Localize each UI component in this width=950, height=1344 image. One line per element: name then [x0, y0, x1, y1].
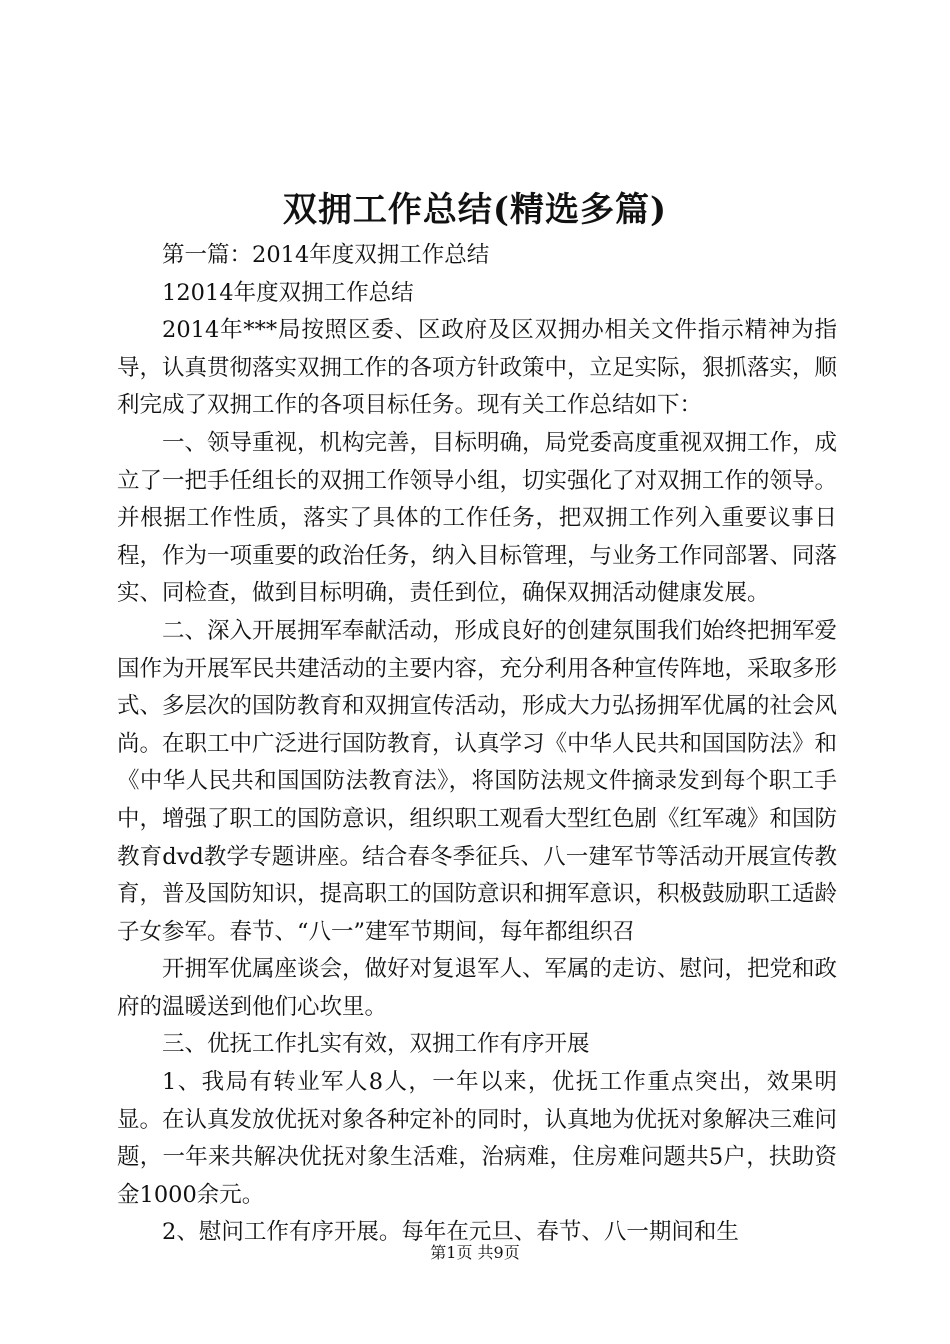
paragraph-activities: 二、深入开展拥军奉献活动，形成良好的创建氛围我们始终把拥军爱国作为开展军民共建活动的主要内容，充分利用各种宣传阵地，采取多形式、多层次的国防教育和双拥宣传活动，形成大力弘扬拥军优属的社会风尚。在职工中广泛进行国防教育，认真学习《中华人民共和国国防法》和《中华人民共和国国防法教育法》，将国防法规文件摘录发到每个职工手中，增强了职工的国防意识，组织职工观看大型红色剧《红军魂》和国防教育dvd教学专题讲座。结合春冬季征兵、八一建军节等活动开展宣传教育，普及国防知识，提高职工的国防意识和拥军意识，积极鼓励职工适龄子女参军。春节、“八一”建军节期间，每年都组织召 — [117, 617, 838, 945]
paragraph-item-two: 2、慰问工作有序开展。每年在元旦、春节、八一期间和生 — [162, 1219, 739, 1246]
paragraph-intro: 2014年***局按照区委、区政府及区双拥办相关文件指示精神为指导，认真贯彻落实双拥工作的各项方针政策中，立足实际，狠抓落实，顺利完成了双拥工作的各项目标任务。现有关工作总结如下： — [117, 317, 838, 419]
paragraph-activities-cont: 开拥军优属座谈会，做好对复退军人、军属的走访、慰问，把党和政府的温暖送到他们心坎里。 — [117, 956, 838, 1020]
paragraph-section-three: 三、优抚工作扎实有效，双拥工作有序开展 — [162, 1031, 590, 1058]
section-heading: 第一篇：2014年度双拥工作总结 — [162, 242, 490, 268]
page-number-footer: 第1页 共9页 — [430, 1243, 520, 1262]
document-title: 双拥工作总结(精选多篇) — [282, 190, 668, 230]
subheading: 12014年度双拥工作总结 — [162, 279, 414, 306]
paragraph-leadership: 一、领导重视，机构完善，目标明确，局党委高度重视双拥工作，成立了一把手任组长的双拥工作领导小组，切实强化了对双拥工作的领导。并根据工作性质，落实了具体的工作任务，把双拥工作列入重要议事日程，作为一项重要的政治任务，纳入目标管理，与业务工作同部署、同落实、同检查，做到目标明确，责任到位，确保双拥活动健康发展。 — [117, 429, 838, 607]
paragraph-item-one: 1、我局有转业军人8人，一年以来，优抚工作重点突出，效果明显。在认真发放优抚对象各种定补的同时，认真地为优抚对象解决三难问题，一年来共解决优抚对象生活难，治病难，住房难问题共5户，扶助资金1000余元。 — [117, 1069, 838, 1208]
document-body — [117, 237, 837, 1252]
